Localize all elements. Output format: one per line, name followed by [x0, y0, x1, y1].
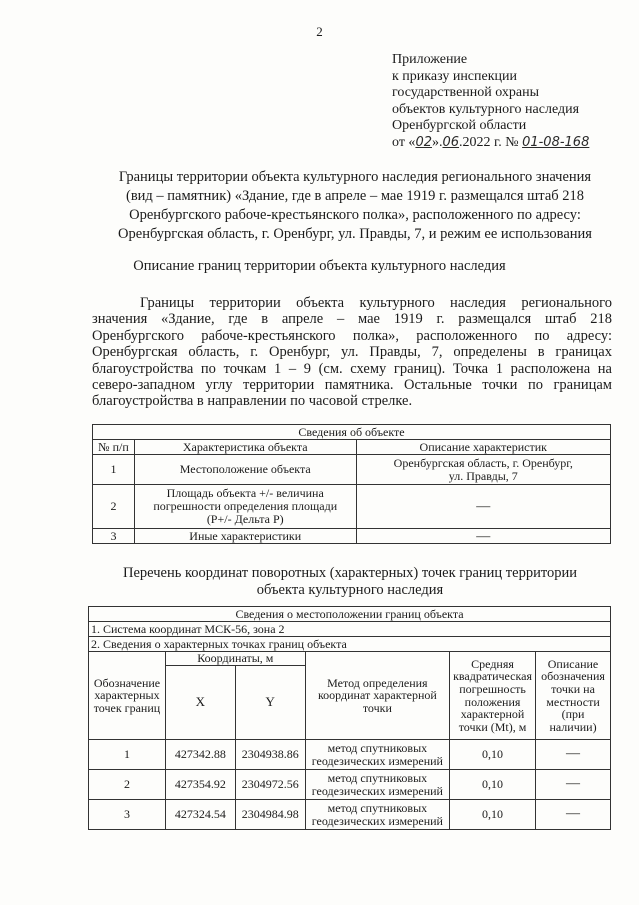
header-x: X [165, 666, 235, 740]
table-caption: Сведения о местоположении границ объекта [89, 607, 611, 622]
date-prefix: от « [392, 134, 416, 150]
header-line: характерной [460, 707, 525, 722]
row-description [356, 455, 610, 485]
header-line: обозначения [541, 669, 605, 684]
point-description: — [536, 800, 611, 830]
header-line: координат характерной [317, 688, 437, 703]
table-row [93, 455, 611, 485]
method-line: метод спутниковых [327, 740, 428, 755]
header-line: точек границ [93, 700, 161, 715]
header-method [305, 652, 449, 740]
paragraph-line: Границы территории объекта культурного наследия регионального [140, 295, 612, 311]
table-caption: Сведения об объекте [93, 425, 611, 440]
row-description: — [356, 529, 610, 544]
coordinates-list-title [60, 565, 639, 599]
paragraph-line: Оренбургского рабоче-крестьянского полка», расположенного по адресу: [92, 327, 612, 344]
list-title-line: объекта культурного наследия [256, 582, 444, 598]
coordinates-table [88, 606, 611, 830]
header-line: точки (Mt), м [458, 719, 527, 734]
point-description: — [536, 740, 611, 770]
header-line: наличии) [549, 719, 597, 734]
header-line: местности [546, 694, 600, 709]
header-error [450, 652, 536, 740]
table-row [89, 800, 611, 830]
point-x: 427324.54 [165, 800, 235, 830]
document-title [100, 168, 610, 244]
point-y: 2304984.98 [235, 800, 305, 830]
method-line: метод спутниковых [327, 770, 428, 785]
paragraph-line: Оренбургская область, г. Оренбург, ул. Правды, 7, определены в границах [92, 344, 612, 361]
row-number: 1 [93, 455, 135, 485]
header-line: Метод определения [327, 675, 428, 690]
appendix-line: к приказу инспекции [392, 68, 518, 84]
date-suffix: .2022 г. № [459, 134, 519, 150]
point-y: 2304938.86 [235, 740, 305, 770]
coordinate-system: 1. Система координат МСК-56, зона 2 [89, 622, 611, 637]
paragraph-line: северо-западном углу территории памятника. Остальные точки по границам [92, 377, 612, 394]
characteristic-line: (P+/- Дельта P) [206, 512, 284, 526]
date-mid: ». [431, 134, 443, 150]
row-characteristic: Иные характеристики [134, 529, 356, 544]
header-coordinates: Координаты, м [165, 652, 305, 666]
header-description [536, 652, 611, 740]
point-method [305, 800, 449, 830]
point-error: 0,10 [450, 800, 536, 830]
table-row [93, 485, 611, 529]
header-line: Средняя [471, 656, 514, 671]
point-error: 0,10 [450, 740, 536, 770]
title-line: (вид – памятник) «Здание, где в апреле – мае 1919 г. размещался штаб 218 [125, 188, 585, 204]
row-characteristic: Местоположение объекта [134, 455, 356, 485]
appendix-header [392, 52, 589, 152]
characteristic-line: Площадь объекта +/- величина [166, 486, 324, 500]
column-header: № п/п [93, 440, 135, 455]
title-line: Оренбургского рабоче-крестьянского полка», расположенного по адресу: [129, 207, 581, 223]
point-number: 1 [89, 740, 166, 770]
section-subtitle: Описание границ территории объекта культурного наследия [133, 258, 506, 274]
column-header: Описание характеристик [356, 440, 610, 455]
point-description: — [536, 770, 611, 800]
header-line: Обозначение [93, 675, 161, 690]
point-x: 427342.88 [165, 740, 235, 770]
description-line: ул. Правды, 7 [448, 468, 518, 483]
paragraph-line: благоустройства в направлении по часовой стрелке. [92, 393, 413, 410]
header-line: Описание [547, 656, 599, 671]
points-caption: 2. Сведения о характерных точках границ объекта [89, 637, 611, 652]
appendix-line: государственной охраны [392, 85, 540, 101]
paragraph-line: значения «Здание, где в апреле – мае 1919 г. размещался штаб 218 [92, 311, 612, 328]
point-error: 0,10 [450, 770, 536, 800]
column-header: Характеристика объекта [134, 440, 356, 455]
method-line: метод спутниковых [327, 800, 428, 815]
row-characteristic [134, 485, 356, 529]
table-row [89, 740, 611, 770]
point-number: 2 [89, 770, 166, 800]
appendix-line: Приложение [392, 52, 468, 67]
row-number: 3 [93, 529, 135, 544]
object-info-table [92, 424, 611, 544]
point-number: 3 [89, 800, 166, 830]
boundary-description [92, 295, 612, 410]
point-y: 2304972.56 [235, 770, 305, 800]
title-line: Границы территории объекта культурного наследия регионального значения [118, 169, 592, 185]
header-line: характерных [94, 688, 160, 703]
row-number: 2 [93, 485, 135, 529]
row-description: — [356, 485, 610, 529]
header-line: точки [362, 700, 392, 715]
appendix-date-line [392, 135, 589, 152]
header-line: положения [464, 694, 521, 709]
header-line: квадратическая [453, 669, 532, 684]
handwritten-month: 06 [442, 134, 460, 150]
header-line: погрешность [459, 681, 526, 696]
page-number: 2 [316, 24, 323, 39]
header-designation [89, 652, 166, 740]
point-method [305, 770, 449, 800]
method-line: геодезических измерений [311, 783, 443, 798]
header-y: Y [235, 666, 305, 740]
handwritten-order-number: 01-08-168 [522, 134, 590, 150]
appendix-line: объектов культурного наследия [392, 101, 580, 117]
list-title-line: Перечень координат поворотных (характерных) точек границ территории [122, 565, 578, 581]
characteristic-line: погрешности определения площади [153, 499, 338, 513]
point-x: 427354.92 [165, 770, 235, 800]
table-row [93, 529, 611, 544]
handwritten-day: 02 [415, 134, 432, 150]
description-line: Оренбургская область, г. Оренбург, [393, 455, 573, 470]
header-line: (при [561, 707, 585, 722]
point-method [305, 740, 449, 770]
table-row [89, 770, 611, 800]
header-line: точки на [551, 681, 595, 696]
method-line: геодезических измерений [311, 753, 443, 768]
paragraph-line: благоустройства по точкам 1 – 9 (см. схему границ). Точка 1 расположена на [92, 360, 612, 377]
title-line: Оренбургская область, г. Оренбург, ул. Правды, 7, и режим ее использования [118, 226, 592, 242]
appendix-line: Оренбургской области [392, 118, 527, 134]
method-line: геодезических измерений [311, 813, 443, 828]
